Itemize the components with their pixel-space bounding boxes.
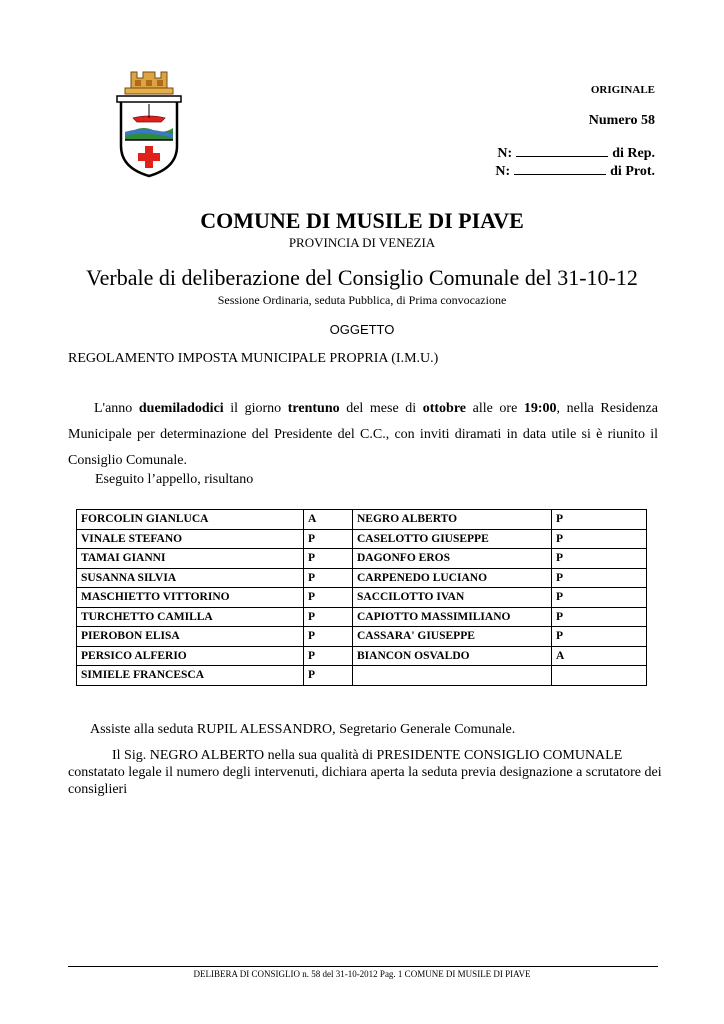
verbale-title: Verbale di deliberazione del Consiglio Comunale del 31-10-12 <box>86 265 638 290</box>
table-row <box>77 588 647 608</box>
table-row <box>77 666 647 686</box>
presence-status: P <box>552 529 647 549</box>
councillor-name: SUSANNA SILVIA <box>77 568 304 588</box>
rep-prefix: N: <box>497 146 513 161</box>
municipal-crest-logo <box>113 70 185 178</box>
intro-mese: ottobre <box>422 401 467 416</box>
prot-prefix: N: <box>495 164 511 179</box>
prot-suffix: di Prot. <box>610 164 655 179</box>
presence-status: P <box>304 607 353 627</box>
presence-status: P <box>304 568 353 588</box>
prot-number-line <box>495 164 655 180</box>
councillor-name: MASCHIETTO VITTORINO <box>77 588 304 608</box>
councillor-name: BIANCON OSVALDO <box>353 646 552 666</box>
presence-status: A <box>552 646 647 666</box>
councillor-name: SACCILOTTO IVAN <box>353 588 552 608</box>
councillor-name: CASELOTTO GIUSEPPE <box>353 529 552 549</box>
page-footer: DELIBERA DI CONSIGLIO n. 58 del 31-10-2012 Pag. 1 COMUNE DI MUSILE DI PIAVE <box>193 969 531 979</box>
presence-status: P <box>552 607 647 627</box>
presence-status: P <box>304 646 353 666</box>
intro-text-3: del mese di <box>339 401 423 416</box>
comune-title: COMUNE DI MUSILE DI PIAVE <box>200 208 524 233</box>
rep-suffix: di Rep. <box>612 146 655 161</box>
presidente-text: Il Sig. NEGRO ALBERTO nella sua qualità di PRESIDENTE CONSIGLIO COMUNALE constatato legale il numero degli intervenuti, dichiara aperta la seduta previa designazione a scrutatore dei consiglieri <box>68 748 662 797</box>
presence-status: P <box>552 549 647 569</box>
sessione-subtitle: Sessione Ordinaria, seduta Pubblica, di Prima convocazione <box>217 293 507 307</box>
table-row <box>77 646 647 666</box>
presence-status: P <box>552 588 647 608</box>
oggetto-text: REGOLAMENTO IMPOSTA MUNICIPALE PROPRIA (I.M.U.) <box>68 351 439 366</box>
presence-status: P <box>304 666 353 686</box>
intro-text-5: , nella Residenza Municipale per determinazione del Presidente del C.C., con inviti diramati in data utile si è riunito il Consiglio Comunale. <box>68 401 658 468</box>
presence-status: P <box>552 510 647 530</box>
rep-number-line <box>497 146 655 162</box>
table-row <box>77 549 647 569</box>
presence-status: P <box>304 627 353 647</box>
appello-text: Eseguito l’appello, risultano <box>95 472 254 487</box>
councillor-name: PIEROBON ELISA <box>77 627 304 647</box>
councillor-name: CASSARA' GIUSEPPE <box>353 627 552 647</box>
intro-anno: duemiladodici <box>138 401 224 416</box>
intro-ore: 19:00 <box>523 401 557 416</box>
originale-label: ORIGINALE <box>590 84 655 96</box>
councillor-name: TAMAI GIANNI <box>77 549 304 569</box>
attendance-table <box>76 509 647 686</box>
councillor-name <box>353 666 552 686</box>
councillor-name: VINALE STEFANO <box>77 529 304 549</box>
presence-status: A <box>304 510 353 530</box>
presence-status: P <box>552 627 647 647</box>
intro-text-4: alle ore <box>466 401 524 416</box>
table-row <box>77 627 647 647</box>
presence-status: P <box>304 549 353 569</box>
table-row <box>77 510 647 530</box>
table-row <box>77 568 647 588</box>
councillor-name: PERSICO ALFERIO <box>77 646 304 666</box>
presence-status <box>552 666 647 686</box>
provincia-subtitle: PROVINCIA DI VENEZIA <box>288 235 436 250</box>
councillor-name: FORCOLIN GIANLUCA <box>77 510 304 530</box>
rep-blank <box>516 146 608 157</box>
intro-paragraph <box>68 396 658 474</box>
presence-status: P <box>552 568 647 588</box>
councillor-name: TURCHETTO CAMILLA <box>77 607 304 627</box>
intro-text-2: il giorno <box>223 401 288 416</box>
councillor-name: CAPIOTTO MASSIMILIANO <box>353 607 552 627</box>
assiste-text: Assiste alla seduta RUPIL ALESSANDRO, Segretario Generale Comunale. <box>90 722 516 737</box>
numero-label: Numero 58 <box>588 113 655 128</box>
presence-status: P <box>304 588 353 608</box>
presidente-paragraph <box>68 747 668 798</box>
intro-text-1: L'anno <box>94 401 139 416</box>
councillor-name: DAGONFO EROS <box>353 549 552 569</box>
oggetto-label: OGGETTO <box>329 322 395 337</box>
intro-giorno: trentuno <box>287 401 340 416</box>
councillor-name: NEGRO ALBERTO <box>353 510 552 530</box>
crown-icon <box>125 72 173 94</box>
table-row <box>77 529 647 549</box>
presence-status: P <box>304 529 353 549</box>
councillor-name: CARPENEDO LUCIANO <box>353 568 552 588</box>
prot-blank <box>514 164 606 175</box>
table-row <box>77 607 647 627</box>
councillor-name: SIMIELE FRANCESCA <box>77 666 304 686</box>
footer-divider <box>68 966 658 967</box>
